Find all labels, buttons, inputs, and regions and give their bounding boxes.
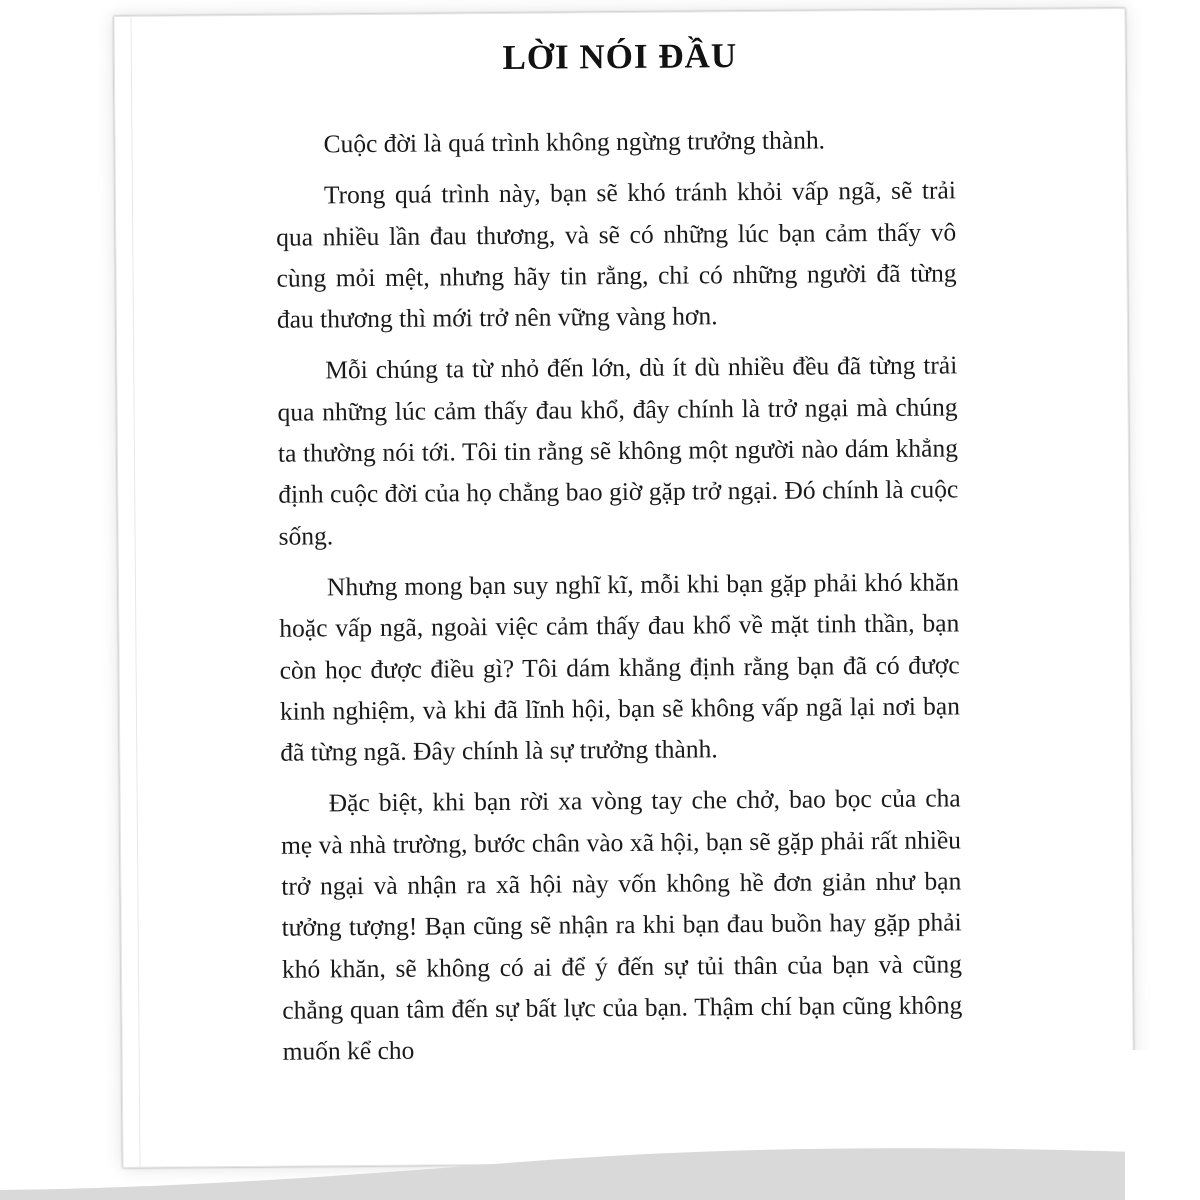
paragraph-2: Trong quá trình này, bạn sẽ khó tránh khỏi vấp ngã, sẽ trải qua nhiều lần đau thương, và sẽ có những lúc bạn cảm thấy vô cùng mỏi mệt, nhưng hãy tin rằng, chỉ có những người đã từng đau thương thì mới trở nên vững vàng hơn. bbox=[276, 175, 957, 334]
book-page-sheet bbox=[113, 8, 1134, 1168]
page-content bbox=[275, 34, 963, 1082]
paragraph-1: Cuộc đời là quá trình không ngừng trưởng thành. bbox=[323, 125, 826, 159]
paragraph-5: Đặc biệt, khi bạn rời xa vòng tay che chở, bao bọc của cha mẹ và nhà trường, bước chân vào xã hội, bạn sẽ gặp phải rất nhiều trở ngại và nhận ra xã hội này vốn không hề đơn giản như bạn tưởng tượng! Bạn cũng sẽ nhận ra khi bạn đau buồn hay gặp phải khó khăn, sẽ không có ai để ý đến sự tủi thân của bạn và cũng chẳng quan tâm đến sự bất lực của bạn. Thậm chí bạn cũng không muốn kể cho bbox=[280, 783, 963, 1066]
paragraph-4: Nhưng mong bạn suy nghĩ kĩ, mỗi khi bạn gặp phải khó khăn hoặc vấp ngã, ngoài việc cảm thấy đau khổ về mặt tinh thần, bạn còn học được điều gì? Tôi dám khẳng định rằng bạn đã có được kinh nghiệm, và khi đã lĩnh hội, bạn sẽ không vấp ngã lại nơi bạn đã từng ngã. Đây chính là sự trưởng thành. bbox=[279, 567, 961, 767]
paragraph-3: Mỗi chúng ta từ nhỏ đến lớn, dù ít dù nhiều đều đã từng trải qua những lúc cảm thấy đau khổ, đây chính là trở ngại mà chúng ta thường nói tới. Tôi tin rằng sẽ không một người nào dám khẳng định cuộc đời của họ chẳng bao giờ gặp trở ngại. Đó chính là cuộc sống. bbox=[277, 350, 959, 551]
page-gutter-line bbox=[130, 17, 140, 1167]
page-title: LỜI NÓI ĐẦU bbox=[502, 36, 738, 77]
